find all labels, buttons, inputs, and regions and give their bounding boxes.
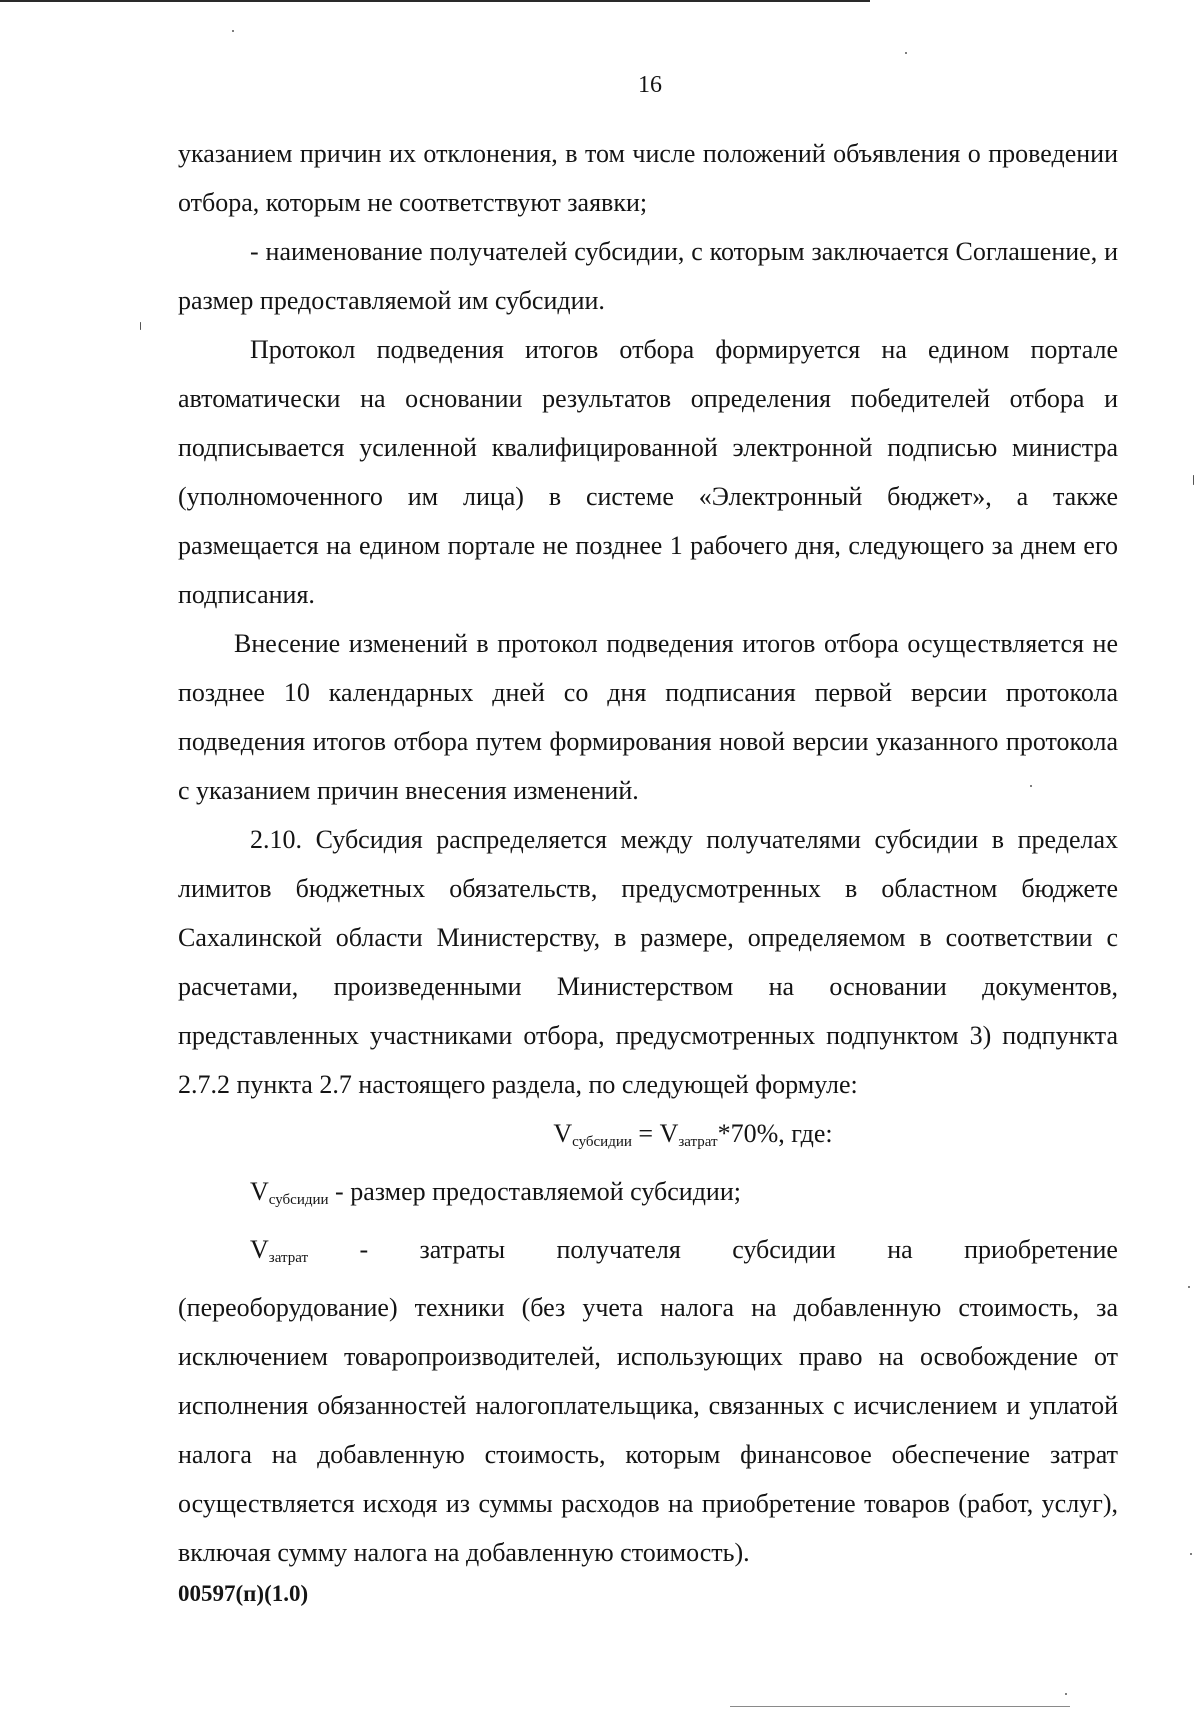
document-code: 00597(п)(1.0) bbox=[178, 1581, 309, 1606]
definition-subsidy-symbol: V bbox=[250, 1177, 269, 1206]
scan-speck bbox=[1030, 785, 1032, 787]
formula-tail: *70%, где: bbox=[717, 1119, 833, 1148]
definition-costs-word: на bbox=[887, 1235, 913, 1264]
bottom-scan-edge bbox=[730, 1706, 1070, 1707]
scan-speck bbox=[905, 52, 907, 54]
definition-costs-word: приобретение bbox=[964, 1235, 1118, 1264]
definition-costs-word: субсидии bbox=[732, 1235, 836, 1264]
subsidy-formula bbox=[178, 1109, 1118, 1167]
scan-speck bbox=[232, 30, 234, 32]
definition-costs-symbol-wrap bbox=[250, 1225, 308, 1283]
paragraph-list-item: - наименование получателей субсидии, с которым заключается Соглашение, и размер предоставляемой им субсидии. bbox=[178, 237, 1118, 315]
definition-subsidy-text: - размер предоставляемой субсидии; bbox=[328, 1177, 741, 1206]
definition-costs-first-line bbox=[178, 1225, 1118, 1283]
definition-costs-word: получателя bbox=[556, 1235, 681, 1264]
formula-lhs-symbol: V bbox=[553, 1119, 573, 1148]
paragraph-continuation: указанием причин их отклонения, в том числе положений объявления о проведении отбора, которым не соответствуют заявки; bbox=[178, 139, 1118, 217]
formula-rhs-subscript: затрат bbox=[678, 1134, 718, 1150]
definition-subsidy-subscript: субсидии bbox=[268, 1192, 329, 1208]
paragraph-amendments: Внесение изменений в протокол подведения итогов отбора осуществляется не позднее 10 календарных дней со дня подписания первой версии протокола подведения итогов отбора путем формирования новой версии указанного протокола с указанием причин внесения изменений. bbox=[178, 629, 1118, 805]
definition-costs-subscript: затрат bbox=[268, 1250, 309, 1266]
definition-subsidy bbox=[178, 1167, 1118, 1225]
paragraph-protocol: Протокол подведения итогов отбора формируется на едином портале автоматически на основании результатов определения победителей отбора и подписывается усиленной квалифицированной электронной подписью министра (уполномоченного им лица) в системе «Электронный бюджет», а также размещается на едином портале не позднее 1 рабочего дня, следующего за днем его подписания. bbox=[178, 335, 1118, 609]
definition-costs-word: - bbox=[359, 1235, 369, 1264]
definition-costs-symbol: V bbox=[250, 1235, 269, 1264]
scan-speck bbox=[1188, 1286, 1190, 1288]
scan-speck bbox=[1065, 1693, 1067, 1695]
definition-costs-continuation: (переоборудование) техники (без учета налога на добавленную стоимость, за исключением товаропроизводителей, использующих право на освобождение от исполнения обязанностей налогоплательщика, связанных с исчислением и уплатой налога на добавленную стоимость, которым финансовое обеспечение затрат осуществляется исходя из суммы расходов на приобретение товаров (работ, услуг), включая сумму налога на добавленную стоимость). bbox=[178, 1293, 1118, 1567]
definition-costs-word: затраты bbox=[419, 1235, 506, 1264]
formula-rhs-symbol: V bbox=[659, 1119, 679, 1148]
scan-speck bbox=[1193, 475, 1194, 485]
formula-equals: = bbox=[631, 1119, 660, 1148]
scan-speck bbox=[140, 322, 141, 330]
top-scan-edge bbox=[0, 0, 870, 2]
scan-speck bbox=[1190, 1553, 1192, 1555]
formula-lhs-subscript: субсидии bbox=[572, 1134, 632, 1150]
document-body bbox=[178, 129, 1118, 1577]
page-number: 16 bbox=[638, 72, 662, 98]
paragraph-section-2-10: 2.10. Субсидия распределяется между получателями субсидии в пределах лимитов бюджетных обязательств, предусмотренных в областном бюджете Сахалинской области Министерству, в размере, определяемом в соответствии с расчетами, произведенными Министерством на основании документов, представленных участниками отбора, предусмотренных подпунктом 3) подпункта 2.7.2 пункта 2.7 настоящего раздела, по следующей формуле: bbox=[178, 825, 1118, 1099]
